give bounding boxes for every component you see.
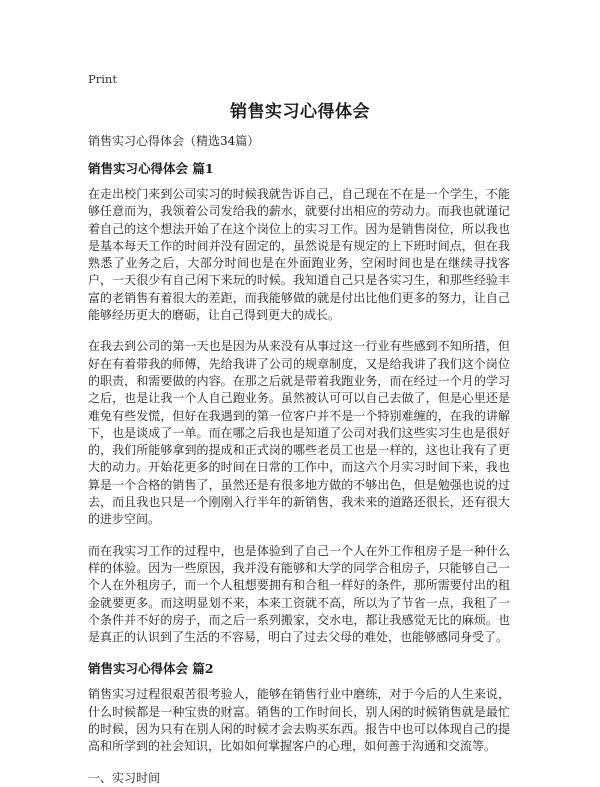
paragraph: 在走出校门来到公司实习的时候我就告诉自己，自己现在不在是一个学生，不能够任意而为，我领着公司发给我的薪水，就要付出相应的劳动力。而我也就谨记着自己的这个想法开始了在这个岗位上的实习工作。因为是销售岗位，所以我也是基本每天工作的时间并没有固定的，虽然说是有规定的上下班时间点，但在我熟悉了业务之后，大部分时间也是在外面跑业务，空闲时间也是在继续寻找客户，一天很少有自己闲下来玩的时候。我知道自己只是各实习生，和那些经验丰富的老销售有着很大的差距，而我能够做的就是付出比他们更多的努力，让自己能够经历更大的磨砺，让自己得到更大的成长。 [88, 187, 510, 323]
document-subtitle: 销售实习心得体会（精选34篇） [88, 134, 260, 148]
page-title: 销售实习心得体会 [230, 102, 370, 122]
document-body [88, 160, 510, 787]
paragraph: 在我去到公司的第一天也是因为从来没有从事过这一行业有些感到不知所措，但好在有着带我的师傅，先给我讲了公司的规章制度，又是给我讲了我们这个岗位的职责，和需要做的内容。在那之后就是带着我跑业务，而在经过一个月的学习之后，也是让我一个人自己跑业务。虽然被认可可以自己去做了，但是心里还是难免有些发慌，但好在我遇到的第一位客户并不是一个特别难缠的，在我的讲解下，也是谈成了一单。而在哪之后我也是知道了公司对我们这些实习生也是很好的，我们所能够拿到的提成和正式岗的哪些老员工也是一样的，这也让我有了更大的动力。开始花更多的时间在日常的工作中，而这六个月实习时间下来，我也算是一个合格的销售了，虽然还是有很多地方做的不够出色，但是勉强也说的过去，而且我也只是一个刚刚入行半年的新销售，我未来的道路还很长，还有很大的进步空间。 [88, 339, 510, 527]
paragraph: 而在我实习工作的过程中，也是体验到了自己一个人在外工作租房子是一种什么样的体验。因为一些原因，我并没有能够和大学的同学合租房子，只能够自己一个人在外租房子，而一个人租想要拥有和合租一样好的条件，那所需要付出的租金就要更多。而这明显划不来，本来工资就不高，所以为了节省一点，我租了一个条件并不好的房子，而之后一系列搬家，交水电，都让我感觉无比的麻烦。也是真正的认识到了生活的不容易，明白了过去父母的难处，也能够感同身受了。 [88, 543, 510, 645]
list-item: 一、实习时间 [88, 770, 161, 785]
paragraph: 销售实习过程很艰苦很考验人，能够在销售行业中磨练，对于今后的人生来说，什么时候都是一种宝贵的财富。销售的工作时间长，别人闲的时候销售就是最忙的时候，因为只有在别人闲的时候才会去购买东西。报告中也可以体现自己的提高和所学到的社会知识，比如如何掌握客户的心理，如何善于沟通和交流等。 [88, 687, 510, 754]
section-heading: 销售实习心得体会 篇2 [88, 661, 214, 677]
print-link[interactable]: Print [88, 72, 117, 86]
section-heading: 销售实习心得体会 篇1 [88, 161, 214, 176]
